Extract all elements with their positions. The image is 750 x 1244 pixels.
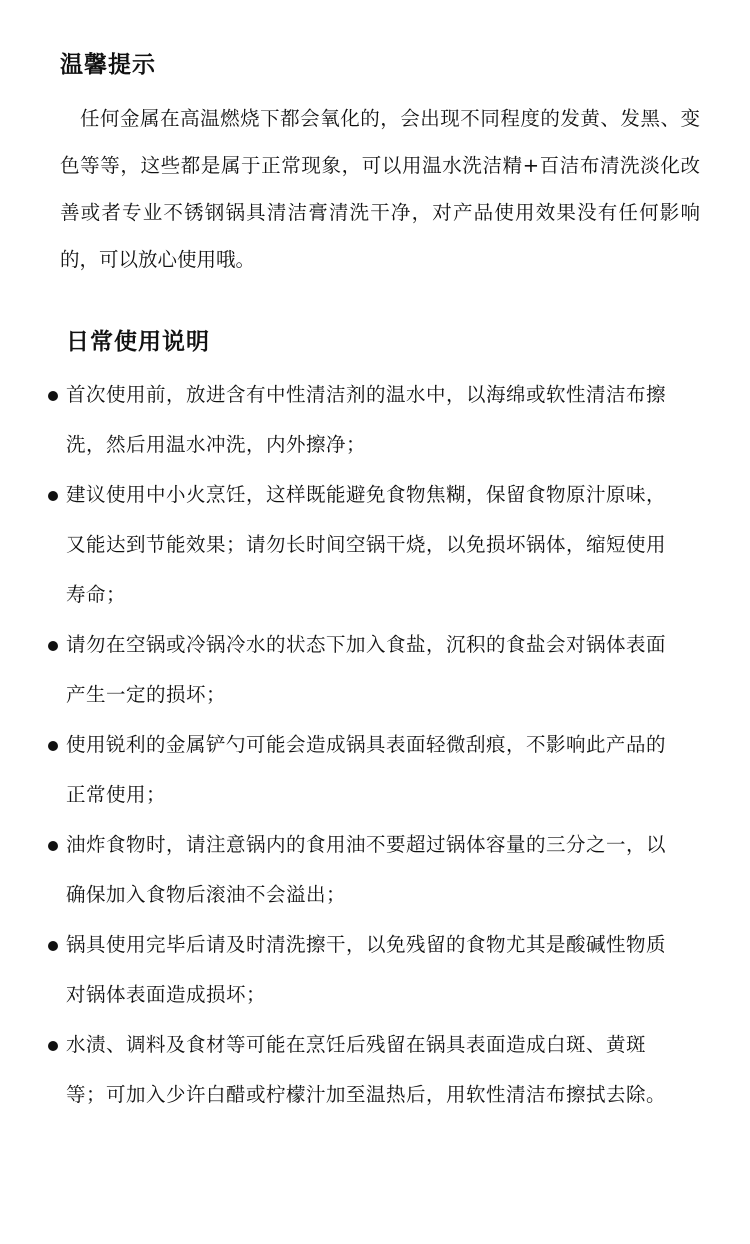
usage-item-text: 请勿在空锅或冷锅冷水的状态下加入食盐，沉积的食盐会对锅体表面产生一定的损坏； <box>66 633 667 706</box>
usage-title: 日常使用说明 <box>66 329 210 355</box>
usage-item-text: 建议使用中小火烹饪，这样既能避免食物焦糊，保留食物原汁原味，又能达到节能效果；请勿长时间空锅干烧，以免损坏锅体，缩短使用寿命； <box>66 483 667 606</box>
usage-item <box>0 920 676 1020</box>
usage-item <box>0 370 676 470</box>
usage-item-text: 油炸食物时，请注意锅内的食用油不要超过锅体容量的三分之一，以确保加入食物后滚油不会溢出； <box>66 833 667 906</box>
tips-paragraph: 任何金属在高温燃烧下都会氧化的，会出现不同程度的发黄、发黑、变色等等，这些都是属于正常现象，可以用温水洗洁精+百洁布清洗淡化改善或者专业不锈钢锅具清洁膏清洗干净，对产品使用效果没有任何影响的，可以放心使用哦。 <box>60 107 700 271</box>
tips-title: 温馨提示 <box>60 52 156 78</box>
usage-item-text: 使用锐利的金属铲勺可能会造成锅具表面轻微刮痕，不影响此产品的正常使用； <box>66 733 667 806</box>
bullet-icon <box>48 941 58 951</box>
bullet-icon <box>48 491 58 501</box>
usage-item <box>0 720 676 820</box>
bullet-icon <box>48 391 58 401</box>
bullet-icon <box>48 841 58 851</box>
usage-item <box>0 1020 676 1120</box>
bullet-icon <box>48 1041 58 1051</box>
bullet-icon <box>48 641 58 651</box>
usage-item <box>0 820 676 920</box>
usage-item <box>0 470 676 620</box>
usage-list <box>0 370 750 1120</box>
bullet-icon <box>48 741 58 751</box>
usage-item <box>0 620 676 720</box>
usage-item-text: 水渍、调料及食材等可能在烹饪后残留在锅具表面造成白斑、黄斑等；可加入少许白醋或柠檬汁加至温热后，用软性清洁布擦拭去除。 <box>66 1033 667 1106</box>
usage-item-text: 锅具使用完毕后请及时清洗擦干，以免残留的食物尤其是酸碱性物质对锅体表面造成损坏； <box>66 933 667 1006</box>
usage-item-text: 首次使用前，放进含有中性清洁剂的温水中，以海绵或软性清洁布擦洗，然后用温水冲洗，内外擦净； <box>66 383 667 456</box>
